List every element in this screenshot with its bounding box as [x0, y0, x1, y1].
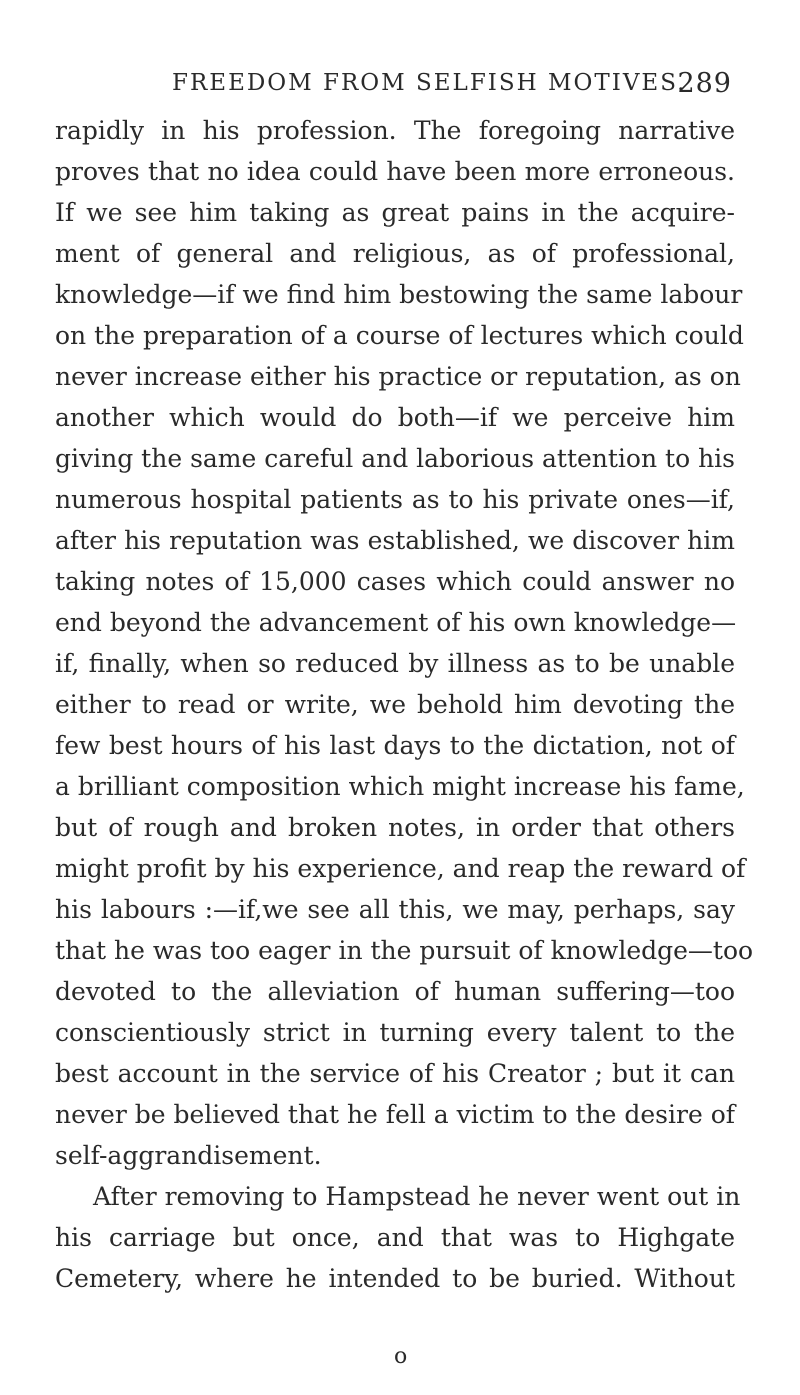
text-line: after his reputation was established, we discover him: [55, 526, 735, 555]
text-line: proves that no idea could have been more erroneous.: [55, 157, 735, 186]
text-line: giving the same careful and laborious attention to his: [55, 444, 735, 473]
text-line: Cemetery, where he intended to be buried. Without: [55, 1264, 735, 1293]
text-line: a brilliant composition which might increase his fame,: [55, 772, 745, 801]
text-line: ment of general and religious, as of professional,: [55, 239, 735, 268]
signature-mark: o: [394, 1344, 408, 1369]
text-line: knowledge—if we find him bestowing the same labour: [55, 280, 743, 309]
text-line: rapidly in his profession. The foregoing narrative: [55, 116, 735, 145]
page-number: 289: [677, 68, 732, 99]
text-line: his labours :—if,we see all this, we may, perhaps, say: [55, 895, 735, 924]
text-line: another which would do both—if we perceive him: [55, 403, 735, 432]
body-text: [55, 110, 754, 1299]
text-line: end beyond the advancement of his own knowledge—: [55, 608, 737, 637]
text-line: never be believed that he fell a victim to the desire of: [55, 1100, 736, 1129]
text-line: never increase either his practice or reputation, as on: [55, 362, 741, 391]
text-line: might profit by his experience, and reap the reward of: [55, 854, 746, 883]
text-line: that he was too eager in the pursuit of knowledge—too: [55, 936, 754, 965]
text-line: if, finally, when so reduced by illness as to be unable: [55, 649, 735, 678]
text-line: but of rough and broken notes, in order that others: [55, 813, 735, 842]
text-line: few best hours of his last days to the dictation, not of: [55, 731, 735, 760]
text-line: taking notes of 15,000 cases which could answer no: [55, 567, 735, 596]
text-line: devoted to the alleviation of human suffering—too: [55, 977, 735, 1006]
text-line: conscientiously strict in turning every talent to the: [55, 1018, 735, 1047]
text-line: numerous hospital patients as to his private ones—if,: [55, 485, 735, 514]
text-line: best account in the service of his Creator ; but it can: [55, 1059, 735, 1088]
paragraph-start-line: After removing to Hampstead he never went out in: [93, 1182, 741, 1211]
text-line: either to read or write, we behold him devoting the: [55, 690, 735, 719]
text-line: If we see him taking as great pains in the acquire-: [55, 198, 735, 227]
text-line: his carriage but once, and that was to Highgate: [55, 1223, 735, 1252]
paragraph-end-line: self-aggrandisement.: [55, 1141, 322, 1170]
text-line: on the preparation of a course of lectures which could: [55, 321, 744, 350]
running-head: FREEDOM FROM SELFISH MOTIVES.: [172, 70, 687, 96]
